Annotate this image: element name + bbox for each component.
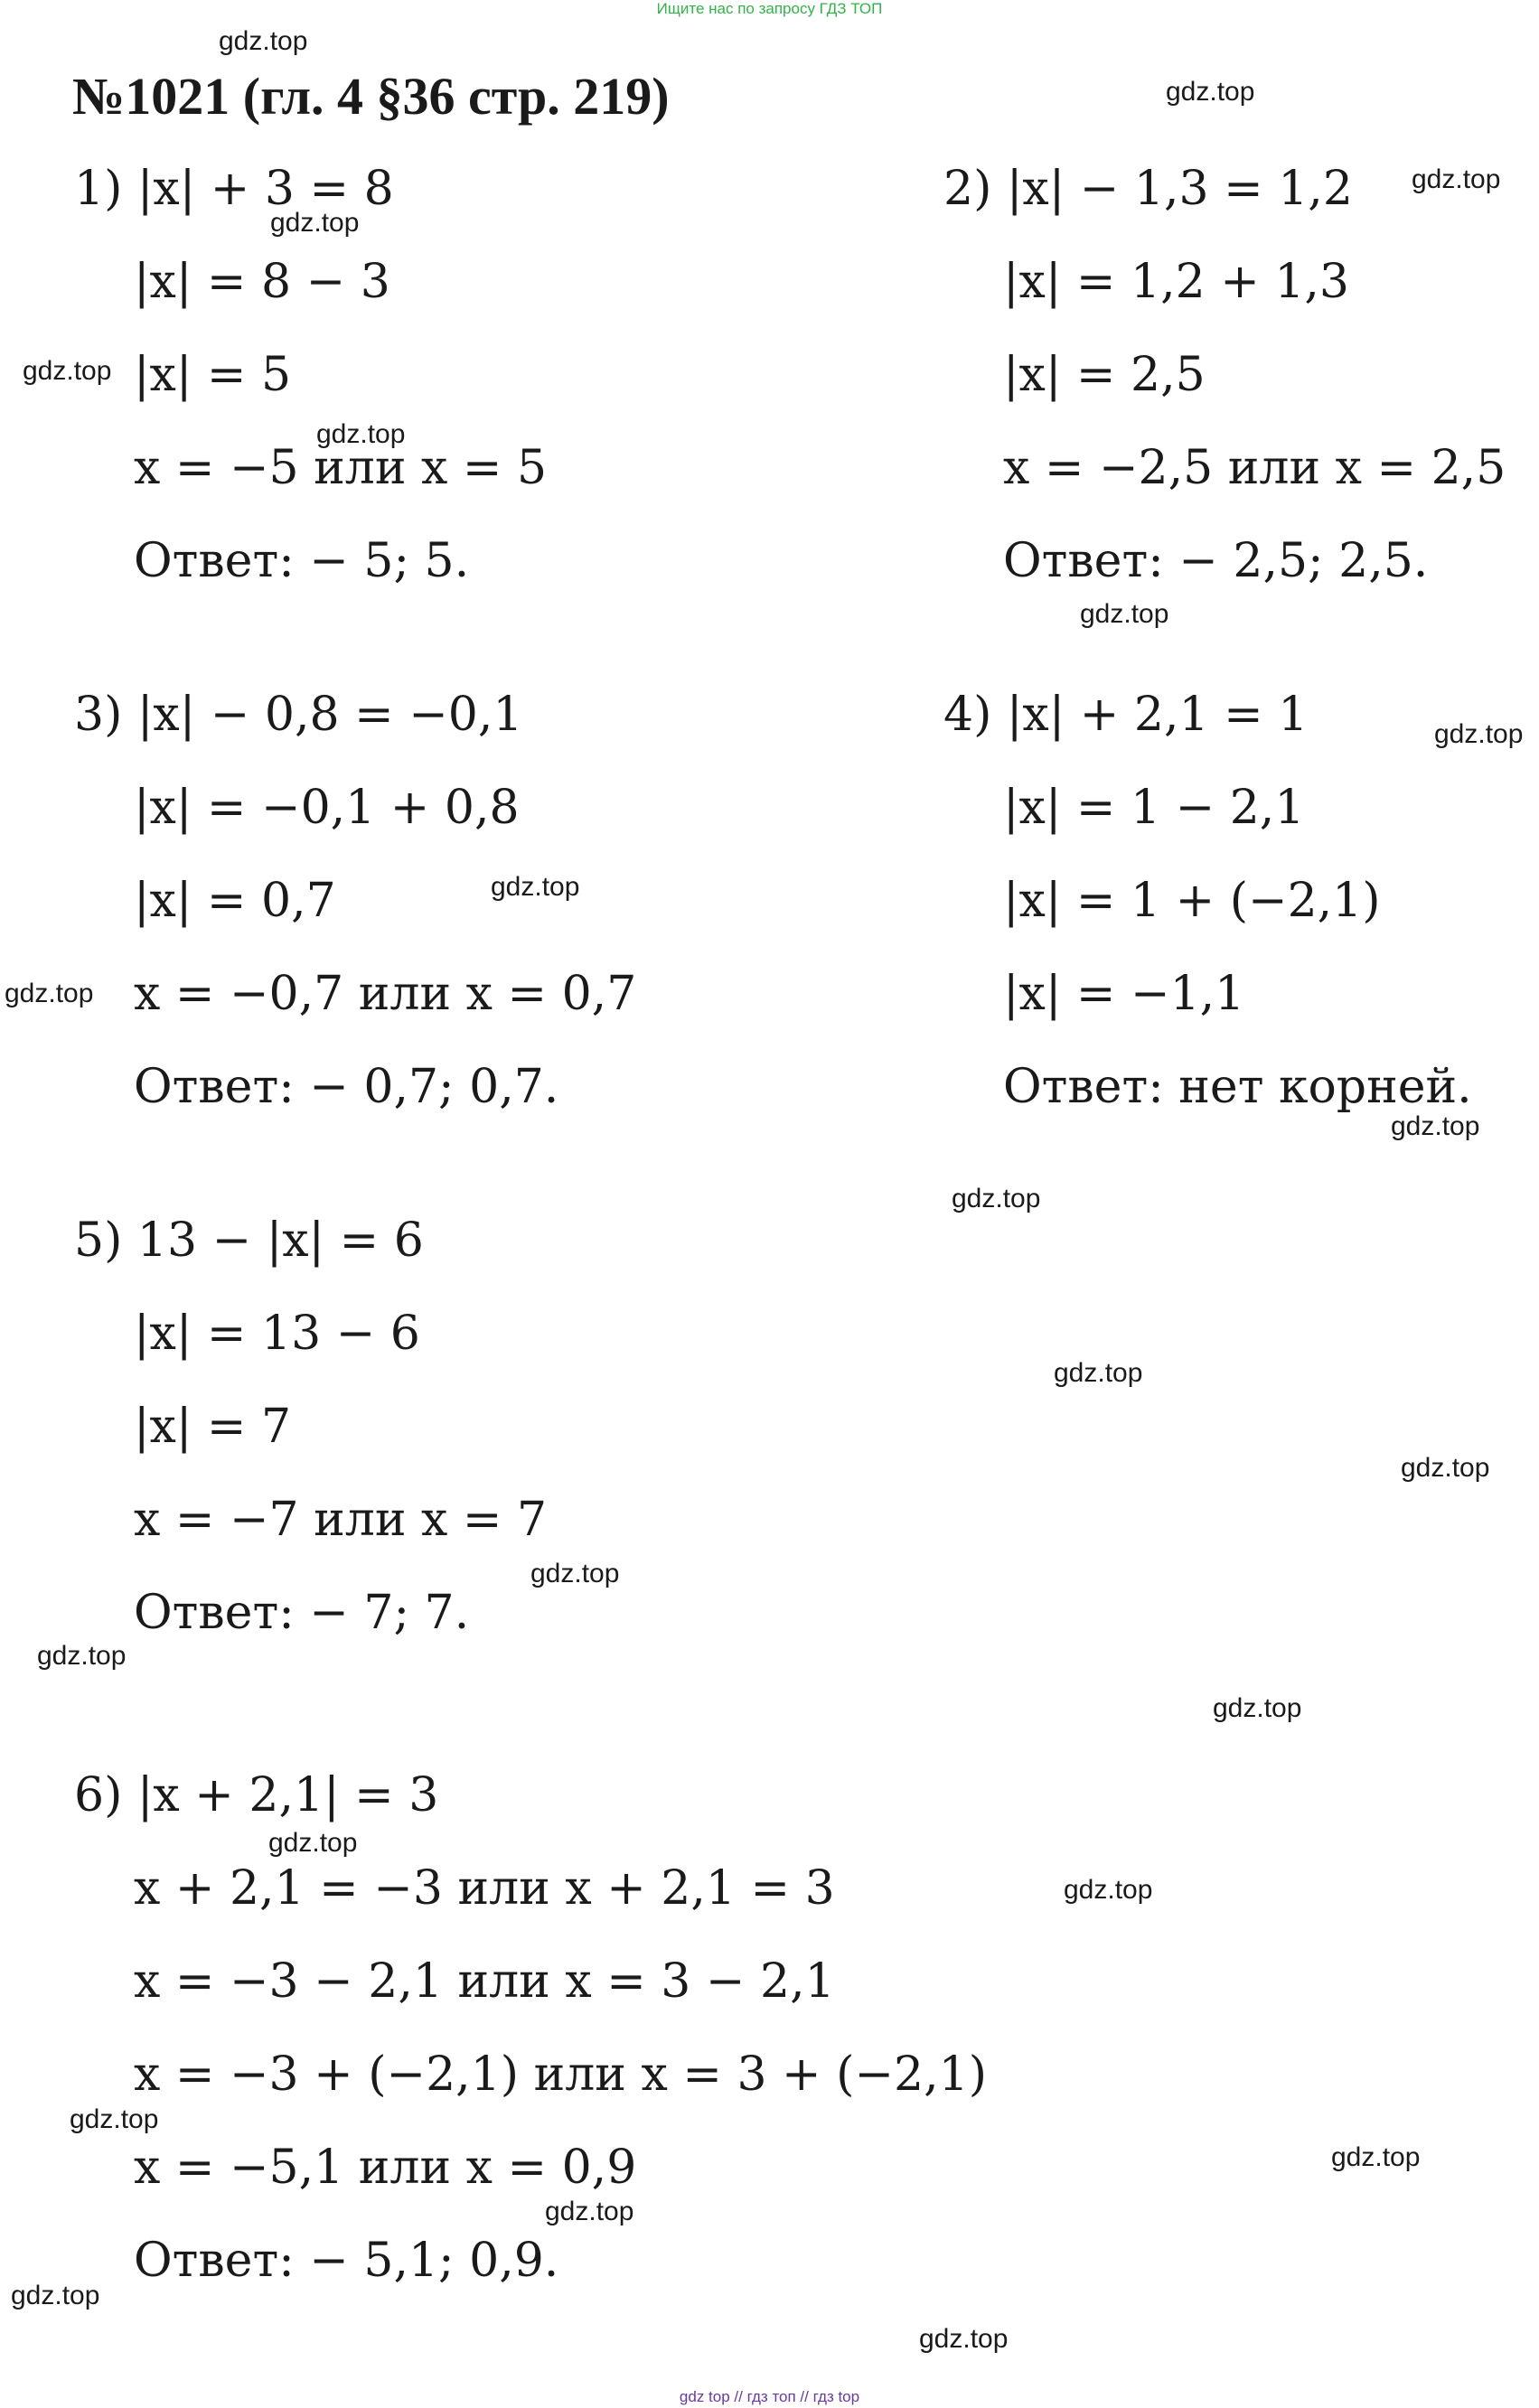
watermark: gdz.top <box>1401 1453 1490 1483</box>
problem-6-line-5: x = −5,1 или x = 0,9 <box>134 2141 637 2195</box>
problem-5-line-2: |x| = 13 − 6 <box>134 1307 420 1361</box>
watermark: gdz.top <box>219 26 308 56</box>
watermark: gdz.top <box>491 872 580 902</box>
watermark: gdz.top <box>11 2281 100 2310</box>
watermark: gdz.top <box>270 208 360 238</box>
watermark: gdz.top <box>268 1828 358 1858</box>
problem-6-answer: Ответ: − 5,1; 0,9. <box>134 2234 559 2288</box>
watermark: gdz.top <box>1331 2142 1421 2172</box>
watermark: gdz.top <box>70 2104 159 2134</box>
problem-1-line-2: |x| = 8 − 3 <box>134 255 390 309</box>
problem-3-answer: Ответ: − 0,7; 0,7. <box>134 1060 559 1114</box>
watermark: gdz.top <box>1166 77 1255 107</box>
footer-links: gdz top // гдз топ // гдз top <box>679 2388 860 2405</box>
problem-2-line-3: |x| = 2,5 <box>1003 348 1206 402</box>
problem-6-line-4: x = −3 + (−2,1) или x = 3 + (−2,1) <box>134 2047 987 2102</box>
problem-3-line-4: x = −0,7 или x = 0,7 <box>134 967 637 1021</box>
watermark: gdz.top <box>1080 599 1169 629</box>
watermark: gdz.top <box>37 1641 127 1671</box>
problem-4-line-2: |x| = 1 − 2,1 <box>1003 781 1305 835</box>
problem-5-line-3: |x| = 7 <box>134 1400 292 1454</box>
problem-4-line-1: 4) |x| + 2,1 = 1 <box>943 688 1309 742</box>
top-banner: Ищите нас по запросу ГДЗ ТОП <box>656 0 883 17</box>
problem-2-line-4: x = −2,5 или x = 2,5 <box>1003 441 1506 495</box>
problem-1-line-3: |x| = 5 <box>134 348 292 402</box>
watermark: gdz.top <box>23 356 112 386</box>
watermark: gdz.top <box>5 979 94 1008</box>
problem-2-line-2: |x| = 1,2 + 1,3 <box>1003 255 1350 309</box>
watermark: gdz.top <box>1064 1875 1153 1905</box>
page-title: №1021 (гл. 4 §36 стр. 219) <box>72 67 670 126</box>
problem-1-line-4: x = −5 или x = 5 <box>134 441 548 495</box>
problem-5-line-4: x = −7 или x = 7 <box>134 1493 548 1547</box>
problem-3-line-3: |x| = 0,7 <box>134 874 336 928</box>
watermark: gdz.top <box>919 2324 1009 2354</box>
watermark: gdz.top <box>1434 719 1524 749</box>
watermark: gdz.top <box>952 1184 1041 1213</box>
problem-6-line-1: 6) |x + 2,1| = 3 <box>74 1768 439 1822</box>
problem-3-line-1: 3) |x| − 0,8 = −0,1 <box>74 688 523 742</box>
problem-6-line-2: x + 2,1 = −3 или x + 2,1 = 3 <box>134 1861 835 1916</box>
problem-1-line-1: 1) |x| + 3 = 8 <box>74 162 394 216</box>
watermark: gdz.top <box>545 2197 634 2226</box>
problem-1-answer: Ответ: − 5; 5. <box>134 534 470 588</box>
watermark: gdz.top <box>316 419 406 449</box>
problem-5-answer: Ответ: − 7; 7. <box>134 1586 470 1640</box>
problem-6-line-3: x = −3 − 2,1 или x = 3 − 2,1 <box>134 1954 835 2009</box>
problem-4-line-4: |x| = −1,1 <box>1003 967 1245 1021</box>
problem-2-answer: Ответ: − 2,5; 2,5. <box>1003 534 1429 588</box>
watermark: gdz.top <box>1412 164 1501 194</box>
watermark: gdz.top <box>1391 1111 1480 1141</box>
watermark: gdz.top <box>1213 1693 1302 1723</box>
problem-3-line-2: |x| = −0,1 + 0,8 <box>134 781 520 835</box>
watermark: gdz.top <box>1054 1358 1143 1388</box>
problem-2-line-1: 2) |x| − 1,3 = 1,2 <box>943 162 1353 216</box>
problem-4-line-3: |x| = 1 + (−2,1) <box>1003 874 1381 928</box>
problem-5-line-1: 5) 13 − |x| = 6 <box>74 1213 424 1268</box>
problem-4-answer: Ответ: нет корней. <box>1003 1060 1472 1114</box>
watermark: gdz.top <box>530 1559 620 1588</box>
